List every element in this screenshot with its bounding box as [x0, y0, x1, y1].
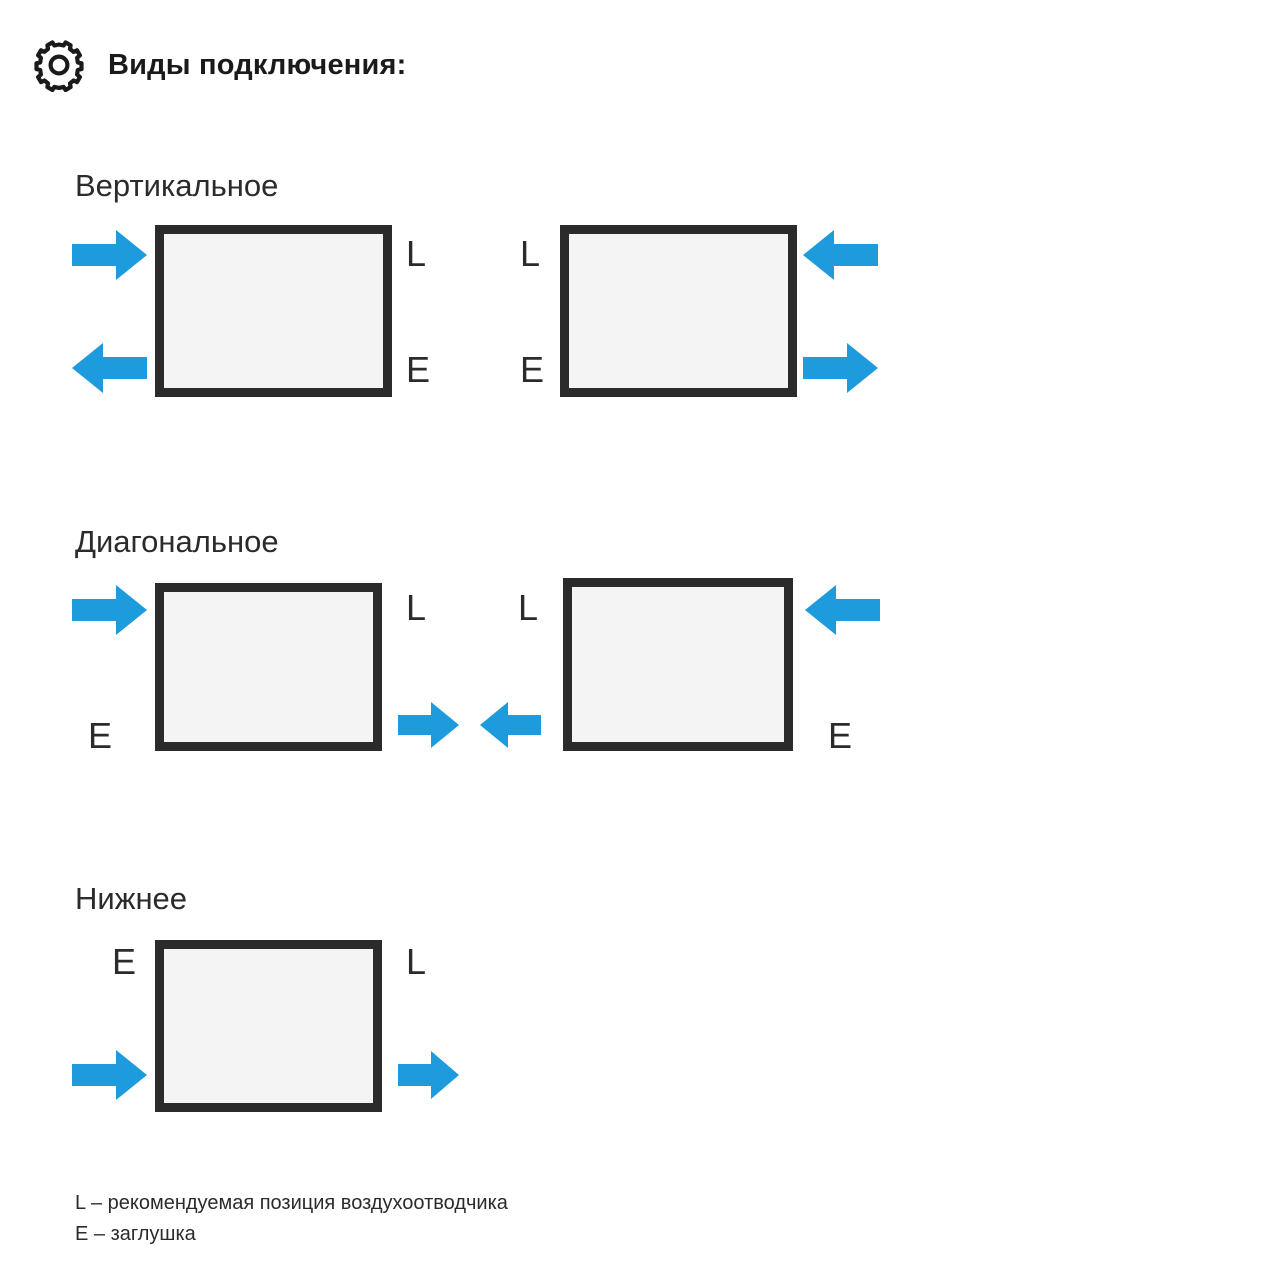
label-E-diagonal-left: E: [88, 715, 113, 756]
section-title-diagonal: Диагональное: [75, 524, 279, 559]
arrow-right-bottom-out: [398, 1048, 460, 1107]
label-L-diagonal-left: L: [406, 587, 427, 628]
arrow-left-vertical-left-out: [72, 341, 148, 400]
radiator-vertical-right: [560, 225, 797, 397]
legend: [75, 1188, 508, 1250]
label-L-bottom: L: [406, 941, 427, 982]
legend-item-L: L – рекомендуемая позиция воздухоотводчика: [75, 1192, 508, 1214]
radiator-diagonal-left: [155, 583, 382, 751]
arrow-left-vertical-right-in: [803, 228, 879, 287]
section-title-bottom: Нижнее: [75, 881, 188, 916]
section-title-vertical: Вертикальное: [75, 168, 279, 203]
label-L-diagonal-right: L: [518, 587, 539, 628]
page-header: [32, 38, 407, 92]
legend-item-E: E – заглушка: [75, 1223, 196, 1245]
arrow-right-diagonal-left-in: [72, 583, 148, 642]
label-L-vertical-left: L: [406, 233, 427, 274]
gear-icon: [32, 38, 86, 92]
label-E-vertical-left: E: [406, 349, 431, 390]
radiator-vertical-left: [155, 225, 392, 397]
label-E-bottom: E: [112, 941, 137, 982]
arrow-right-diagonal-left-out: [398, 700, 460, 755]
label-E-diagonal-right: E: [828, 715, 853, 756]
radiator-diagonal-right: [563, 578, 793, 751]
label-E-vertical-right: E: [520, 349, 545, 390]
arrow-left-diagonal-right-out: [805, 583, 881, 642]
page-title: Виды подключения:: [108, 48, 407, 81]
radiator-bottom: [155, 940, 382, 1112]
arrow-right-bottom-in: [72, 1048, 148, 1107]
arrow-right-vertical-left-in: [72, 228, 148, 287]
arrow-right-vertical-right-out: [803, 341, 879, 400]
label-L-vertical-right: L: [520, 233, 541, 274]
arrow-left-diagonal-right-in: [480, 700, 542, 755]
